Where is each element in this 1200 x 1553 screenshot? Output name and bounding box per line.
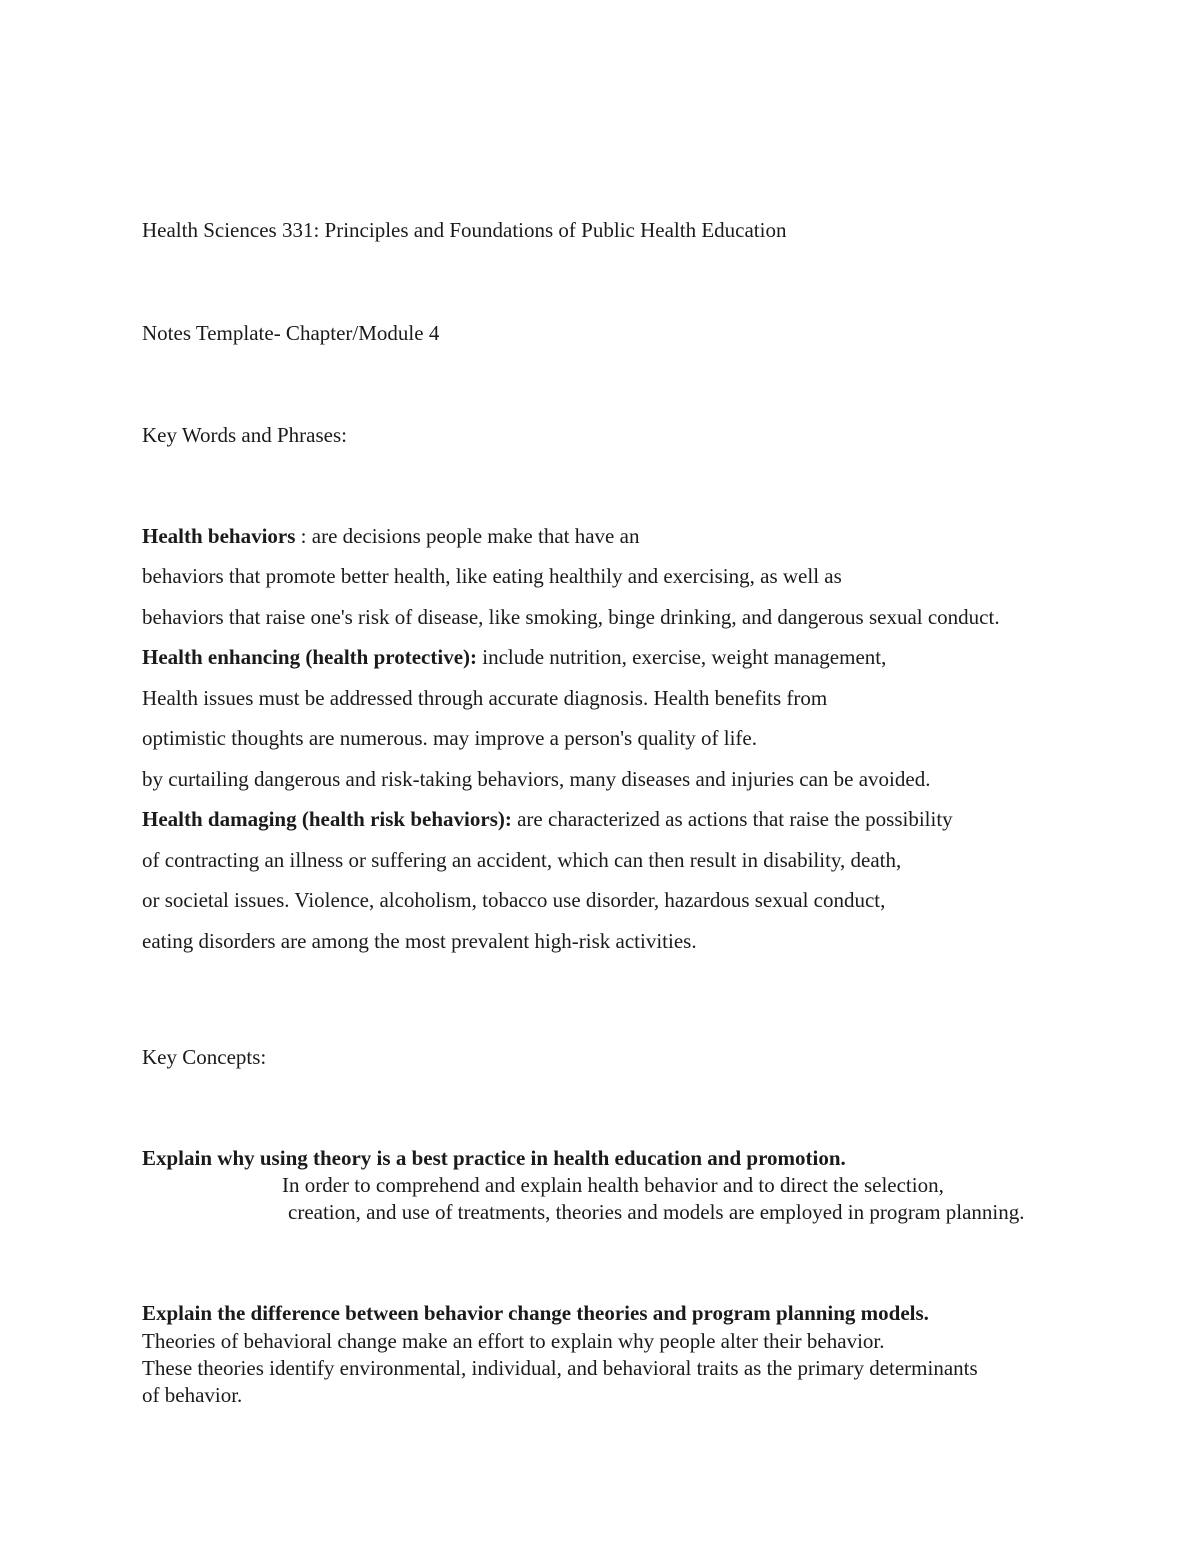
key-words-heading: Key Words and Phrases: [142,423,347,447]
question-1: Explain why using theory is a best practice in health education and promotion. [142,1146,846,1170]
answer-2-line-3: of behavior. [142,1383,243,1407]
health-behaviors-definition: : are decisions people make that have an [295,524,640,548]
health-damaging-definition: are characterized as actions that raise the possibility [511,807,953,831]
health-enhancing-term: Health enhancing (health protective): [142,645,477,669]
key-concepts-heading: Key Concepts: [142,1045,267,1069]
course-title: Health Sciences 331: Principles and Foundations of Public Health Education [142,218,787,242]
health-behaviors-line-1 [142,524,639,548]
health-damaging-line-3: or societal issues. Violence, alcoholism, tobacco use disorder, hazardous sexual conduct, [142,888,886,912]
answer-2-line-1: Theories of behavioral change make an effort to explain why people alter their behavior. [142,1329,885,1353]
health-damaging-term: Health damaging (health risk behaviors): [142,807,512,831]
health-damaging-line-1 [142,807,953,831]
health-behaviors-line-2: behaviors that promote better health, like eating healthily and exercising, as well as [142,564,842,588]
question-2: Explain the difference between behavior change theories and program planning models. [142,1301,929,1325]
answer-1-line-2: creation, and use of treatments, theories and models are employed in program planning. [288,1200,1025,1224]
health-behaviors-line-3: behaviors that raise one's risk of disease, like smoking, binge drinking, and dangerous sexual conduct. [142,605,1000,629]
health-behaviors-term: Health behaviors [142,524,296,548]
health-enhancing-definition: include nutrition, exercise, weight management, [477,645,887,669]
answer-1-line-1: In order to comprehend and explain health behavior and to direct the selection, [282,1173,944,1197]
health-enhancing-line-4: by curtailing dangerous and risk-taking behaviors, many diseases and injuries can be avoided. [142,767,931,791]
template-title: Notes Template- Chapter/Module 4 [142,321,440,345]
health-damaging-line-2: of contracting an illness or suffering an accident, which can then result in disability, death, [142,848,902,872]
health-enhancing-line-1 [142,645,886,669]
health-enhancing-line-3: optimistic thoughts are numerous. may improve a person's quality of life. [142,726,757,750]
health-damaging-line-4: eating disorders are among the most prevalent high-risk activities. [142,929,697,953]
answer-2-line-2: These theories identify environmental, individual, and behavioral traits as the primary determinants [142,1356,978,1380]
health-enhancing-line-2: Health issues must be addressed through accurate diagnosis. Health benefits from [142,686,828,710]
